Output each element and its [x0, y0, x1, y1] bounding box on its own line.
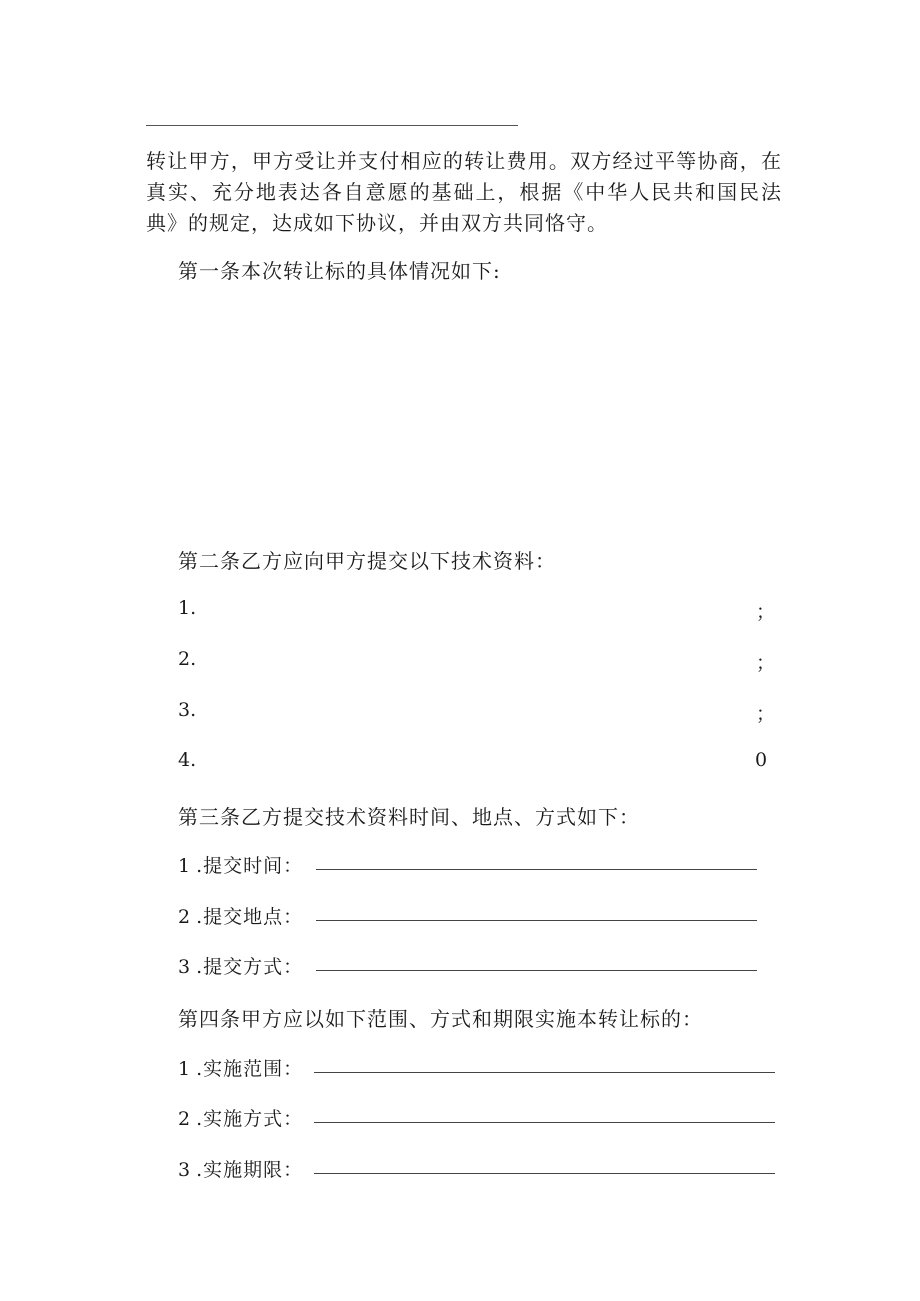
implementation-method-blank[interactable] — [314, 1122, 775, 1123]
material-item-1-number: 1. — [178, 597, 197, 619]
submission-place-blank[interactable] — [316, 920, 757, 921]
submission-time-row — [178, 851, 303, 878]
implementation-method-label: .实施方式： — [196, 1108, 304, 1130]
submission-method-row — [178, 952, 303, 979]
intro-paragraph: 转让甲方，甲方受让并支付相应的转让费用。双方经过平等协商，在真实、充分地表达各自意愿的基础上，根据《中华人民共和国民法典》的规定，达成如下协议，并由双方共同恪守。 — [146, 149, 782, 235]
submission-time-number: 1 — [178, 855, 191, 877]
material-item-4-end: 0 — [755, 749, 768, 771]
submission-method-number: 3 — [178, 956, 191, 978]
submission-place-row — [178, 902, 303, 929]
implementation-method-row — [178, 1104, 303, 1131]
material-item-3-end: ； — [756, 703, 776, 725]
implementation-period-blank[interactable] — [314, 1173, 775, 1174]
implementation-scope-number: 1 — [178, 1058, 191, 1080]
submission-time-label: .提交时间： — [196, 855, 304, 877]
submission-place-number: 2 — [178, 906, 191, 928]
clause-4-heading: 第四条甲方应以如下范围、方式和期限实施本转让标的： — [178, 1007, 703, 1031]
submission-place-label: .提交地点： — [196, 906, 304, 928]
implementation-period-number: 3 — [178, 1159, 191, 1181]
implementation-scope-label: .实施范围： — [196, 1058, 304, 1080]
implementation-period-row — [178, 1155, 303, 1182]
submission-time-blank[interactable] — [316, 869, 757, 870]
submission-method-blank[interactable] — [316, 970, 757, 971]
material-item-1-end: ； — [756, 601, 776, 623]
material-item-2-number: 2. — [178, 648, 197, 670]
implementation-period-label: .实施期限： — [196, 1159, 304, 1181]
material-item-2-end: ； — [756, 652, 776, 674]
top-blank-line — [146, 125, 518, 126]
material-item-3-number: 3. — [178, 699, 197, 721]
clause-3-heading: 第三条乙方提交技术资料时间、地点、方式如下： — [178, 805, 640, 829]
material-item-4-number: 4. — [178, 749, 197, 771]
implementation-scope-blank[interactable] — [314, 1072, 775, 1073]
clause-2-heading: 第二条乙方应向甲方提交以下技术资料： — [178, 549, 556, 573]
submission-method-label: .提交方式： — [196, 956, 304, 978]
implementation-scope-row — [178, 1054, 303, 1081]
clause-1-heading: 第一条本次转让标的具体情况如下: — [178, 259, 501, 283]
implementation-method-number: 2 — [178, 1108, 191, 1130]
